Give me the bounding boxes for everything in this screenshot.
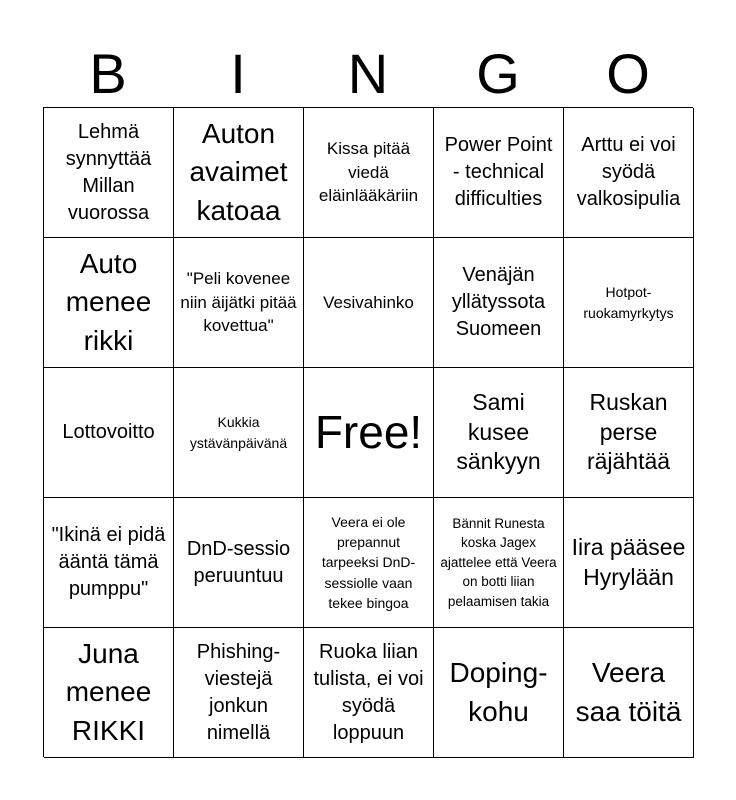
bingo-cell-r4c1[interactable]: "Ikinä ei pidä ääntä tämä pumppu" — [44, 498, 174, 628]
bingo-cell-r4c4[interactable]: Bännit Runesta koska Jagex ajattelee että Veera on botti liian pelaamisen takia — [434, 498, 564, 628]
bingo-cell-r3c2[interactable]: Kukkia ystävänpäivänä — [174, 368, 304, 498]
bingo-cell-r5c5[interactable]: Veera saa töitä — [564, 628, 694, 758]
bingo-cell-r5c3[interactable]: Ruoka liian tulista, ei voi syödä loppuun — [304, 628, 434, 758]
bingo-cell-r2c4[interactable]: Venäjän yllätyssota Suomeen — [434, 238, 564, 368]
bingo-cell-r5c4[interactable]: Doping-kohu — [434, 628, 564, 758]
bingo-cell-r2c2[interactable]: "Peli kovenee niin äijätki pitää kovettua" — [174, 238, 304, 368]
bingo-cell-r2c3[interactable]: Vesivahinko — [304, 238, 434, 368]
bingo-cell-r1c2[interactable]: Auton avaimet katoaa — [174, 108, 304, 238]
bingo-cell-r3c1[interactable]: Lottovoitto — [44, 368, 174, 498]
header-letter-i: I — [230, 42, 246, 105]
bingo-header — [43, 40, 693, 108]
header-letter-b: B — [89, 42, 127, 105]
bingo-cell-r1c3[interactable]: Kissa pitää viedä eläinlääkäriin — [304, 108, 434, 238]
bingo-cell-r5c1[interactable]: Juna menee RIKKI — [44, 628, 174, 758]
bingo-cell-r1c4[interactable]: Power Point - technical difficulties — [434, 108, 564, 238]
header-letter-n: N — [347, 42, 389, 105]
bingo-cell-r1c1[interactable]: Lehmä synnyttää Millan vuorossa — [44, 108, 174, 238]
bingo-cell-r2c5[interactable]: Hotpot-ruokamyrkytys — [564, 238, 694, 368]
header-letter-o: O — [606, 42, 650, 105]
bingo-cell-r1c5[interactable]: Arttu ei voi syödä valkosipulia — [564, 108, 694, 238]
bingo-cell-r2c1[interactable]: Auto menee rikki — [44, 238, 174, 368]
bingo-cell-r4c2[interactable]: DnD-sessio peruuntuu — [174, 498, 304, 628]
header-letter-g: G — [476, 42, 520, 105]
bingo-cell-r4c3[interactable]: Veera ei ole prepannut tarpeeksi DnD-sessiolle vaan tekee bingoa — [304, 498, 434, 628]
bingo-cell-r3c4[interactable]: Sami kusee sänkyyn — [434, 368, 564, 498]
bingo-grid — [43, 107, 693, 757]
bingo-cell-free[interactable]: Free! — [304, 368, 434, 498]
bingo-cell-r3c5[interactable]: Ruskan perse räjähtää — [564, 368, 694, 498]
bingo-cell-r5c2[interactable]: Phishing-viestejä jonkun nimellä — [174, 628, 304, 758]
bingo-cell-r4c5[interactable]: Iira pääsee Hyrylään — [564, 498, 694, 628]
